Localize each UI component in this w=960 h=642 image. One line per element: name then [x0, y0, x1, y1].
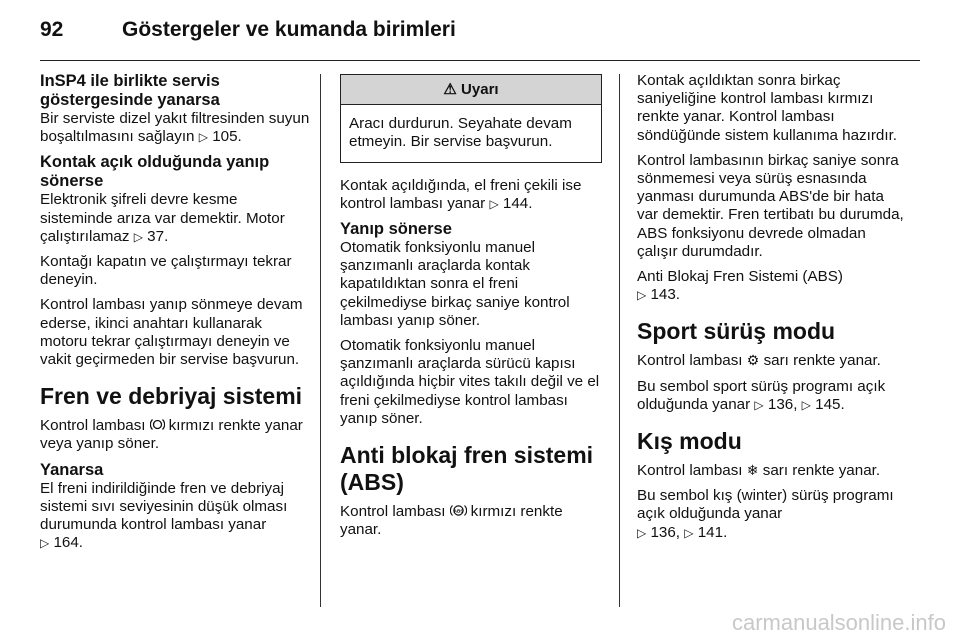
column-divider-2 — [619, 74, 620, 607]
reference-arrow-icon: ▷ — [133, 229, 143, 244]
heading-abs: Anti blokaj fren sistemi (ABS) — [340, 442, 594, 496]
paragraph-sport-1: Kontrol lambası ⚙ sarı renkte yanar. — [637, 352, 881, 370]
header-divider — [40, 60, 920, 61]
text-kontak-1: Elektronik şifreli devre kesme sisteminde arıza var demektir. Motor çalıştırılamaz — [40, 191, 285, 245]
reference-arrow-icon: ▷ — [489, 196, 499, 211]
abs-warning-icon — [450, 503, 471, 519]
paragraph-abs-2: Kontrol lambasının birkaç saniye sonra sönmemesi veya sürüş esnasında yanması durumunda ABS'de bir hata var demektir. Fren tertibatı bu durumda, ABS fonksiyonu devrede olmadan çalışır durumdadır. — [637, 151, 904, 260]
paragraph-kis-2: Bu sembol kış (winter) sürüş programı açık olduğunda yanar ▷ 136, ▷ 141. — [637, 487, 894, 541]
warning-header: ⚠ Uyarı — [341, 75, 601, 105]
warning-body: Aracı durdurun. Seyahate devam etmeyin. Bir servise başvurun. — [349, 115, 572, 151]
reference-arrow-icon: ▷ — [637, 288, 647, 303]
svg-text:ABS: ABS — [453, 508, 464, 514]
heading-insp: InSP4 ile birlikte servis göstergesinde yanarsa — [40, 72, 220, 109]
page-reference[interactable]: ▷ 37. — [133, 227, 169, 245]
watermark: carmanualsonline.info — [731, 610, 946, 635]
paragraph-insp — [40, 110, 312, 146]
page-header — [40, 18, 920, 56]
column-1 — [40, 72, 312, 559]
column-3 — [637, 72, 907, 549]
page-reference[interactable]: ▷ 136, — [754, 395, 798, 413]
page-reference[interactable]: ▷ 145. — [801, 395, 845, 413]
page-reference[interactable]: ▷ 141. — [684, 523, 728, 541]
text-insp: Bir serviste dizel yakıt filtresinden suyun boşaltılmasını sağlayın — [40, 110, 310, 146]
paragraph-abs-1: Kontak açıldıktan sonra birkaç saniyeliğine kontrol lambası kırmızı renkte yanar. Kontrol lambası söndüğünde sistem kullanıma hazırdır. — [637, 72, 898, 144]
column-2 — [340, 72, 602, 546]
paragraph-kontak-2: Kontağı kapatın ve çalıştırmayı tekrar deneyin. — [40, 253, 292, 289]
page-reference[interactable]: ▷ 143. — [637, 286, 681, 304]
heading-kontak: Kontak açık olduğunda yanıp sönerse — [40, 153, 270, 191]
page-reference[interactable]: ▷ 136, — [637, 523, 681, 541]
paragraph-yanarsa: El freni indirildiğinde fren ve debriyaj sistemi sıvı seviyesinin düşük olması durumunda kontrol lambası yanar ▷ 164. — [40, 479, 288, 552]
sport-mode-icon: ⚙ — [746, 352, 760, 369]
reference-arrow-icon: ▷ — [684, 525, 694, 540]
heading-yanarsa: Yanarsa — [40, 460, 104, 479]
winter-mode-icon: ❄ — [746, 462, 759, 479]
heading-kis: Kış modu — [637, 428, 742, 455]
page-reference[interactable]: ▷ 164. — [40, 534, 84, 552]
reference-arrow-icon: ▷ — [40, 536, 50, 551]
heading-fren: Fren ve debriyaj sistemi — [40, 383, 303, 410]
heading-sport: Sport sürüş modu — [637, 318, 836, 345]
paragraph-elfreni: Kontak açıldığında, el freni çekili ise kontrol lambası yanar ▷ 144. — [340, 176, 582, 212]
reference-arrow-icon: ▷ — [198, 130, 208, 145]
paragraph-sport-2: Bu sembol sport sürüş programı açık olduğunda yanar ▷ 136, ▷ 145. — [637, 377, 886, 413]
paragraph-kontak-3: Kontrol lambası yanıp sönmeye devam ederse, ikinci anahtarı kullanarak motoru tekrar çalıştırmayı deneyin ve vakit geçirmeden bir servise başvurun. — [40, 296, 303, 369]
paragraph-abs-3: Anti Blokaj Fren Sistemi (ABS) ▷ 143. — [637, 268, 843, 304]
page-reference[interactable]: ▷ 105. — [198, 128, 242, 146]
warning-box — [340, 74, 602, 163]
reference-arrow-icon: ▷ — [754, 397, 764, 412]
brake-warning-icon — [150, 417, 169, 433]
paragraph-fren: Kontrol lambası kırmızı renkte yanar veya yanıp söner. — [40, 417, 303, 453]
heading-yanip: Yanıp sönerse — [340, 220, 452, 239]
page-number: 92 — [40, 18, 64, 41]
warning-triangle-icon: ⚠ — [443, 81, 457, 98]
paragraph-yanip-1: Otomatik fonksiyonlu manuel şanzımanlı araçlarda kontak kapatıldıktan sonra el freni çekilmediyse birkaç saniye kontrol lambası yanıp söner. — [340, 239, 570, 329]
paragraph-yanip-2: Otomatik fonksiyonlu manuel şanzımanlı araçlarda sürücü kapısı açıldığında hiçbir vites takılı değil ve el freni çekilmediyse kontrol lambası yanıp söner. — [340, 337, 600, 427]
reference-arrow-icon: ▷ — [801, 397, 811, 412]
page-reference[interactable]: ▷ 144. — [489, 194, 533, 212]
reference-arrow-icon: ▷ — [637, 525, 647, 540]
paragraph-kis-1: Kontrol lambası ❄ sarı renkte yanar. — [637, 462, 881, 480]
paragraph-abs: Kontrol lambası ABS kırmızı renkte yanar. — [340, 503, 563, 539]
paragraph-kontak-1 — [40, 191, 312, 246]
page-title: Göstergeler ve kumanda birimleri — [122, 18, 456, 41]
column-divider-1 — [320, 74, 321, 607]
